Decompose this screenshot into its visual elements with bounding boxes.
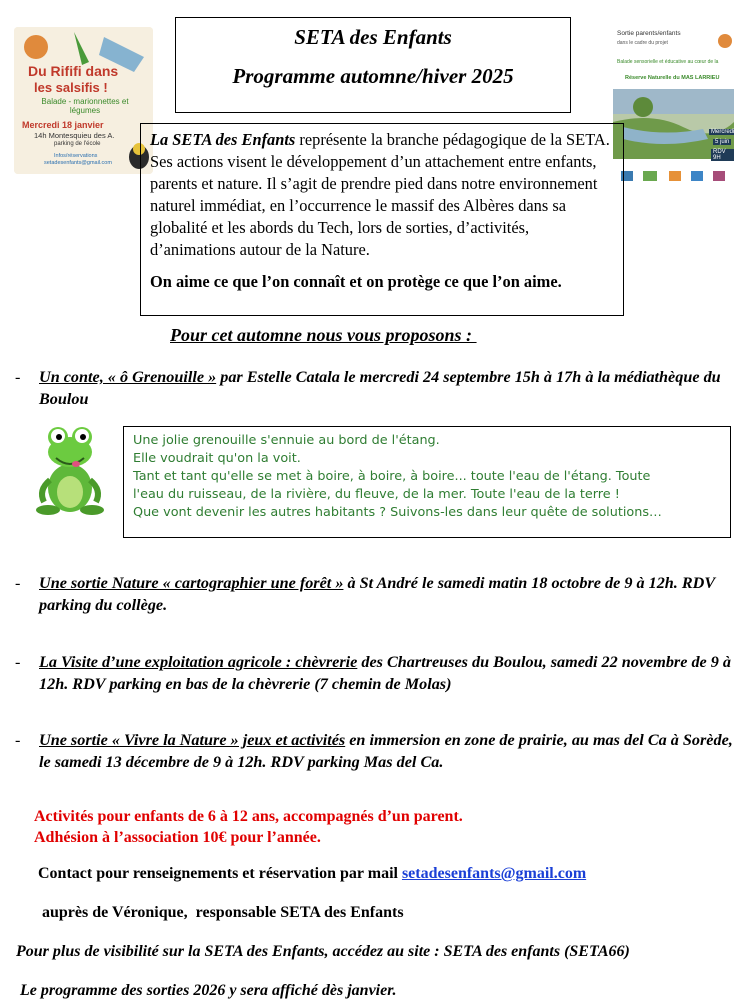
poster-r-line5: Mercredi xyxy=(709,129,734,135)
poster-line3: Balade - marionnettes et légumes xyxy=(41,97,129,115)
activity-1-details: par Estelle Catala le mercredi 24 septembre 15h à 17h à la médiathèque du Boulou xyxy=(39,368,721,408)
poster-line1: Du Rififi dans xyxy=(28,63,119,79)
membership-info: Adhésion à l’association 10€ pour l’année. xyxy=(34,829,321,846)
intro-org-name: La SETA des Enfants xyxy=(150,130,296,149)
activity-4 xyxy=(15,729,745,773)
activity-4-title: Une sortie « Vivre la Nature » jeux et activités xyxy=(39,731,346,749)
intro-paragraph xyxy=(150,129,614,261)
activity-2-title: Une sortie Nature « cartographier une forêt » xyxy=(39,574,344,592)
contact-text: Contact pour renseignements et réservation par mail xyxy=(38,865,402,882)
poster-line8: setadesenfants@gmail.com xyxy=(44,160,112,166)
page-title: SETA des Enfants xyxy=(294,25,452,49)
activity-3-title: La Visite d’une exploitation agricole : chèvrerie xyxy=(39,653,358,671)
visibility-line: Pour plus de visibilité sur la SETA des Enfants, accédez au site : SETA des enfants (SETA66) xyxy=(16,943,630,960)
poster-r-line3: Balade sensorielle et éducative au cœur de la xyxy=(617,59,719,65)
story-line-1: Une jolie grenouille s'ennuie au bord de l'étang. xyxy=(133,433,440,448)
landscape-illustration xyxy=(613,27,734,189)
frog-illustration xyxy=(30,420,110,520)
right-poster-image xyxy=(613,27,734,189)
story-line-2: Elle voudrait qu'on la voit. xyxy=(133,451,301,466)
story-line-3: Tant et tant qu'elle se met à boire, à boire, à boire... toute l'eau de l'étang. Toute xyxy=(133,469,651,484)
age-info: Activités pour enfants de 6 à 12 ans, accompagnés d’un parent. xyxy=(34,808,463,825)
poster-r-line2: dans le cadre du projet xyxy=(617,40,668,46)
intro-text: représente la branche pédagogique de la SETA. Ses actions visent le développement d’un attachement entre enfants, parents et nature. Il s’agit de prendre pied dans notre environnement naturel immédiat, en l’occurrence le massif des Albères dans sa globalité et les abords du Tech, lors de sorties, d’activités, d’animations autour de la Nature. xyxy=(150,130,610,259)
program-2026-line: Le programme des sorties 2026 y sera affiché dès janvier. xyxy=(20,982,397,999)
activity-1 xyxy=(15,366,745,410)
poster-line5: 14h Montesquieu des A. xyxy=(34,131,115,140)
intro-motto: On aime ce que l’on connaît et on protège ce que l’on aime. xyxy=(150,272,562,291)
section-heading: Pour cet automne nous vous proposons : xyxy=(170,325,477,345)
poster-r-line6: 5 juin xyxy=(715,139,730,145)
intro-box xyxy=(140,123,624,316)
poster-line4: Mercredi 18 janvier xyxy=(22,120,104,130)
activity-dash: - xyxy=(15,368,21,386)
activity-3 xyxy=(15,651,745,695)
activity-4-details: en immersion en zone de prairie, au mas del Ca à Sorède, le samedi 13 décembre de 9 à 12h. RDV parking Mas del Ca. xyxy=(39,731,733,771)
poster-r-line1: Sortie parents/enfants xyxy=(617,30,681,37)
title-box xyxy=(175,17,571,113)
contact-line xyxy=(38,865,586,883)
activity-1-title: Un conte, « ô Grenouille » xyxy=(39,368,217,386)
activity-2-details: à St André le samedi matin 18 octobre de 9 à 12h. RDV parking du collège. xyxy=(39,574,715,614)
email-link[interactable]: setadesenfants@gmail.com xyxy=(401,865,587,882)
activity-dash: - xyxy=(15,574,21,592)
story-line-4: l'eau du ruisseau, de la rivière, du fleuve, de la mer. Toute l'eau de la terre ! xyxy=(133,487,620,502)
poster-line7: Infos/réservations xyxy=(54,153,98,159)
activity-3-details: des Chartreuses du Boulou, samedi 22 novembre de 9 à 12h. RDV parking en bas de la chèvrerie (7 chemin de Molas) xyxy=(39,653,732,693)
veronique-line: auprès de Véronique, responsable SETA des Enfants xyxy=(42,904,404,921)
poster-r-line7: RDV 9H xyxy=(711,149,734,161)
frog-icon xyxy=(30,420,110,520)
activity-dash: - xyxy=(15,653,21,671)
poster-line2: les salsifis ! xyxy=(34,80,108,95)
page-subtitle: Programme automne/hiver 2025 xyxy=(232,64,514,88)
story-box xyxy=(123,426,731,538)
activity-dash: - xyxy=(15,731,21,749)
left-poster-image xyxy=(14,27,153,174)
story-line-5: Que vont devenir les autres habitants ? Suivons-les dans leur quête de solutions… xyxy=(133,505,662,520)
poster-line6: parking de l'école xyxy=(54,141,101,147)
poster-r-line4: Réserve Naturelle du MAS LARRIEU xyxy=(625,75,720,81)
activity-2 xyxy=(15,572,745,616)
